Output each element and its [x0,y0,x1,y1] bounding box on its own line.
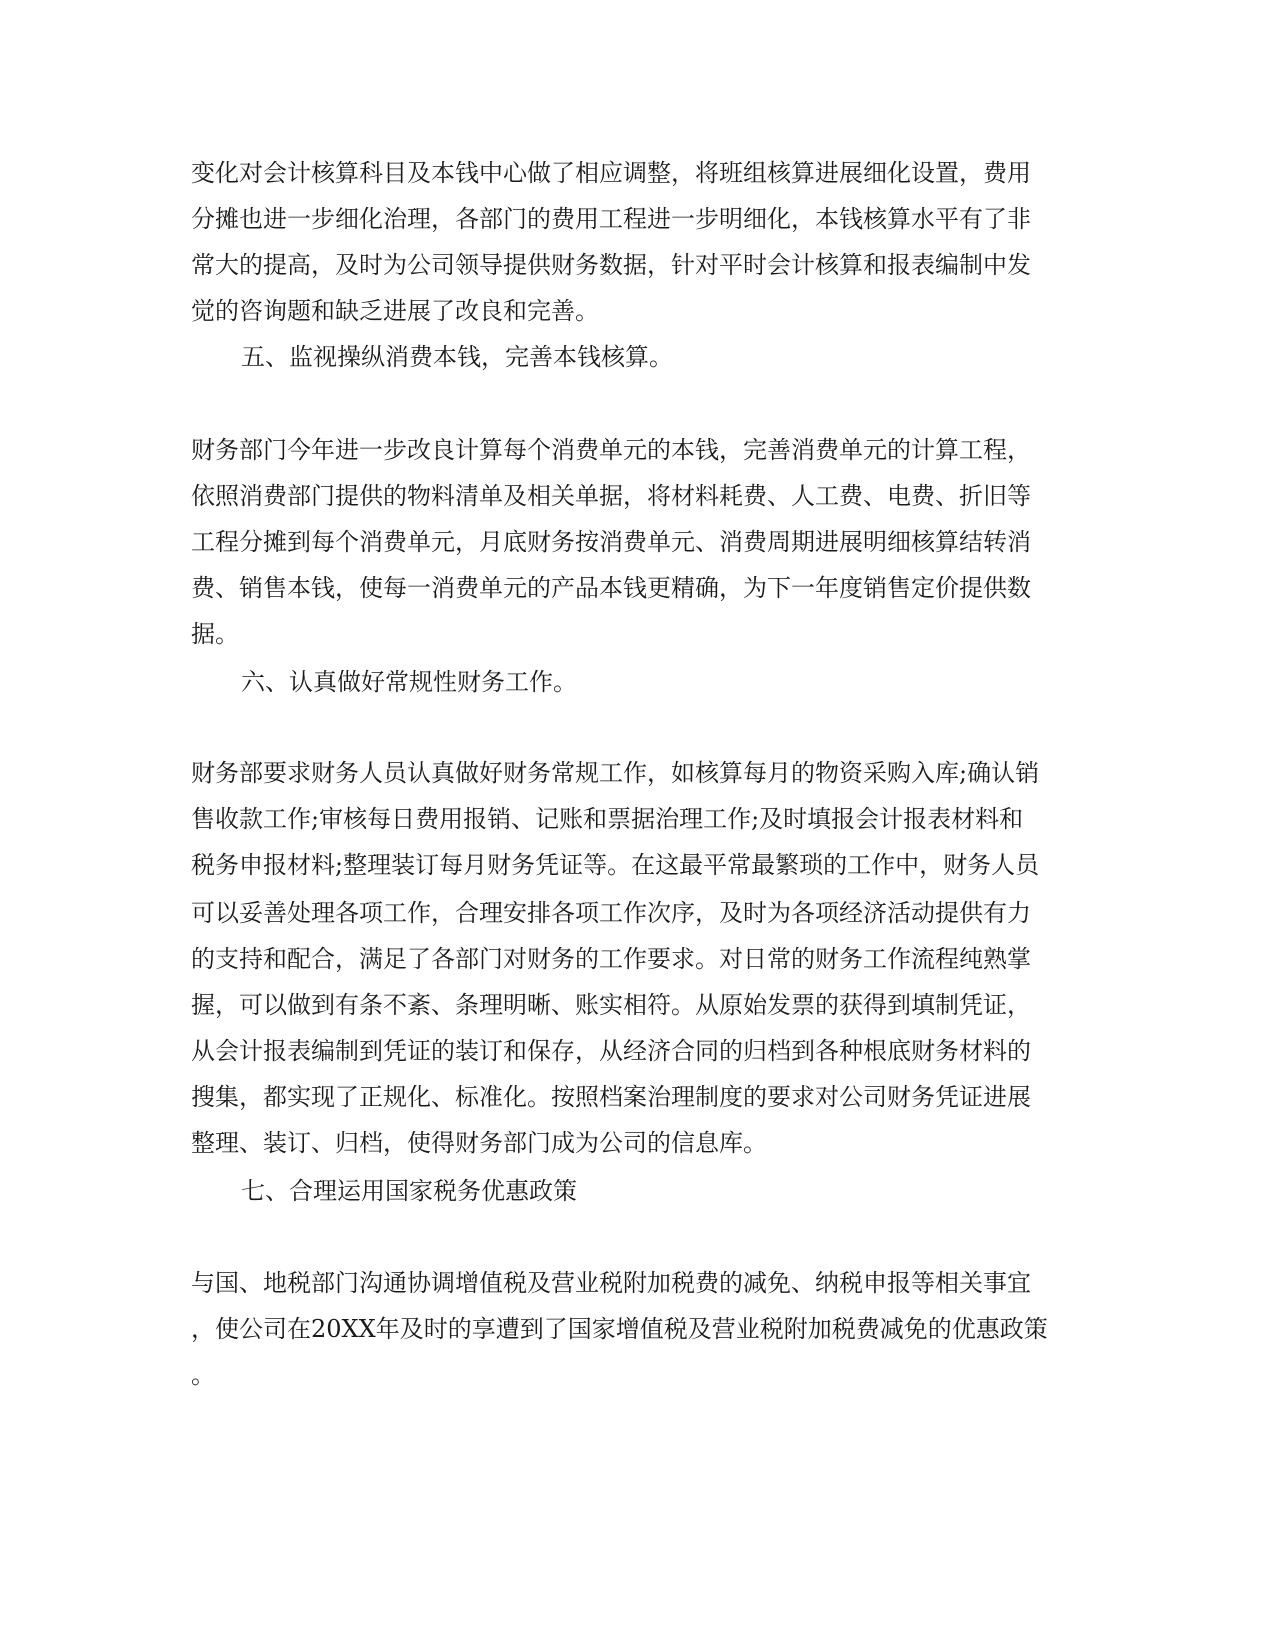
paragraph-line: 据。 [191,620,239,648]
paragraph-line: 财务部门今年进一步改良计算每个消费单元的本钱，完善消费单元的计算工程， [191,436,1031,464]
paragraph-line: 分摊也进一步细化治理，各部门的费用工程进一步明细化，本钱核算水平有了非 [191,205,1031,233]
paragraph-line: 握，可以做到有条不紊、条理明晰、账实相符。从原始发票的获得到填制凭证， [191,991,1031,1019]
section-heading-7: 七、合理运用国家税务优惠政策 [241,1177,577,1205]
paragraph-line: 从会计报表编制到凭证的装订和保存，从经济合同的归档到各种根底财务材料的 [191,1037,1031,1065]
paragraph-line: ，使公司在20XX年及时的享遭到了国家增值税及营业税附加税费减免的优惠政策 [191,1315,1048,1343]
paragraph-line: 财务部要求财务人员认真做好财务常规工作，如核算每月的物资采购入库;确认销 [191,759,1040,787]
paragraph-line: 费、销售本钱，使每一消费单元的产品本钱更精确，为下一年度销售定价提供数 [191,574,1031,602]
paragraph-line: 售收款工作;审核每日费用报销、记账和票据治理工作;及时填报会计报表材料和 [191,805,1024,833]
section-heading-5: 五、监视操纵消费本钱，完善本钱核算。 [241,343,673,371]
paragraph-line: 与国、地税部门沟通协调增值税及营业税附加税费的减免、纳税申报等相关事宜 [191,1269,1031,1297]
paragraph-line: 税务申报材料;整理装订每月财务凭证等。在这最平常最繁琐的工作中，财务人员 [191,851,1040,879]
paragraph-line: 整理、装订、归档，使得财务部门成为公司的信息库。 [191,1129,767,1157]
paragraph-line: 可以妥善处理各项工作，合理安排各项工作次序，及时为各项经济活动提供有力 [191,899,1031,927]
paragraph-line: 。 [191,1361,215,1389]
paragraph-line: 变化对会计核算科目及本钱中心做了相应调整，将班组核算进展细化设置，费用 [191,159,1031,187]
paragraph-line: 工程分摊到每个消费单元，月底财务按消费单元、消费周期进展明细核算结转消 [191,528,1031,556]
paragraph-line: 的支持和配合，满足了各部门对财务的工作要求。对日常的财务工作流程纯熟掌 [191,945,1031,973]
paragraph-line: 觉的咨询题和缺乏进展了改良和完善。 [191,297,599,325]
section-heading-6: 六、认真做好常规性财务工作。 [241,668,577,696]
paragraph-line: 依照消费部门提供的物料清单及相关单据，将材料耗费、人工费、电费、折旧等 [191,482,1031,510]
paragraph-line: 常大的提高，及时为公司领导提供财务数据，针对平时会计核算和报表编制中发 [191,251,1031,279]
paragraph-line: 搜集，都实现了正规化、标准化。按照档案治理制度的要求对公司财务凭证进展 [191,1083,1031,1111]
